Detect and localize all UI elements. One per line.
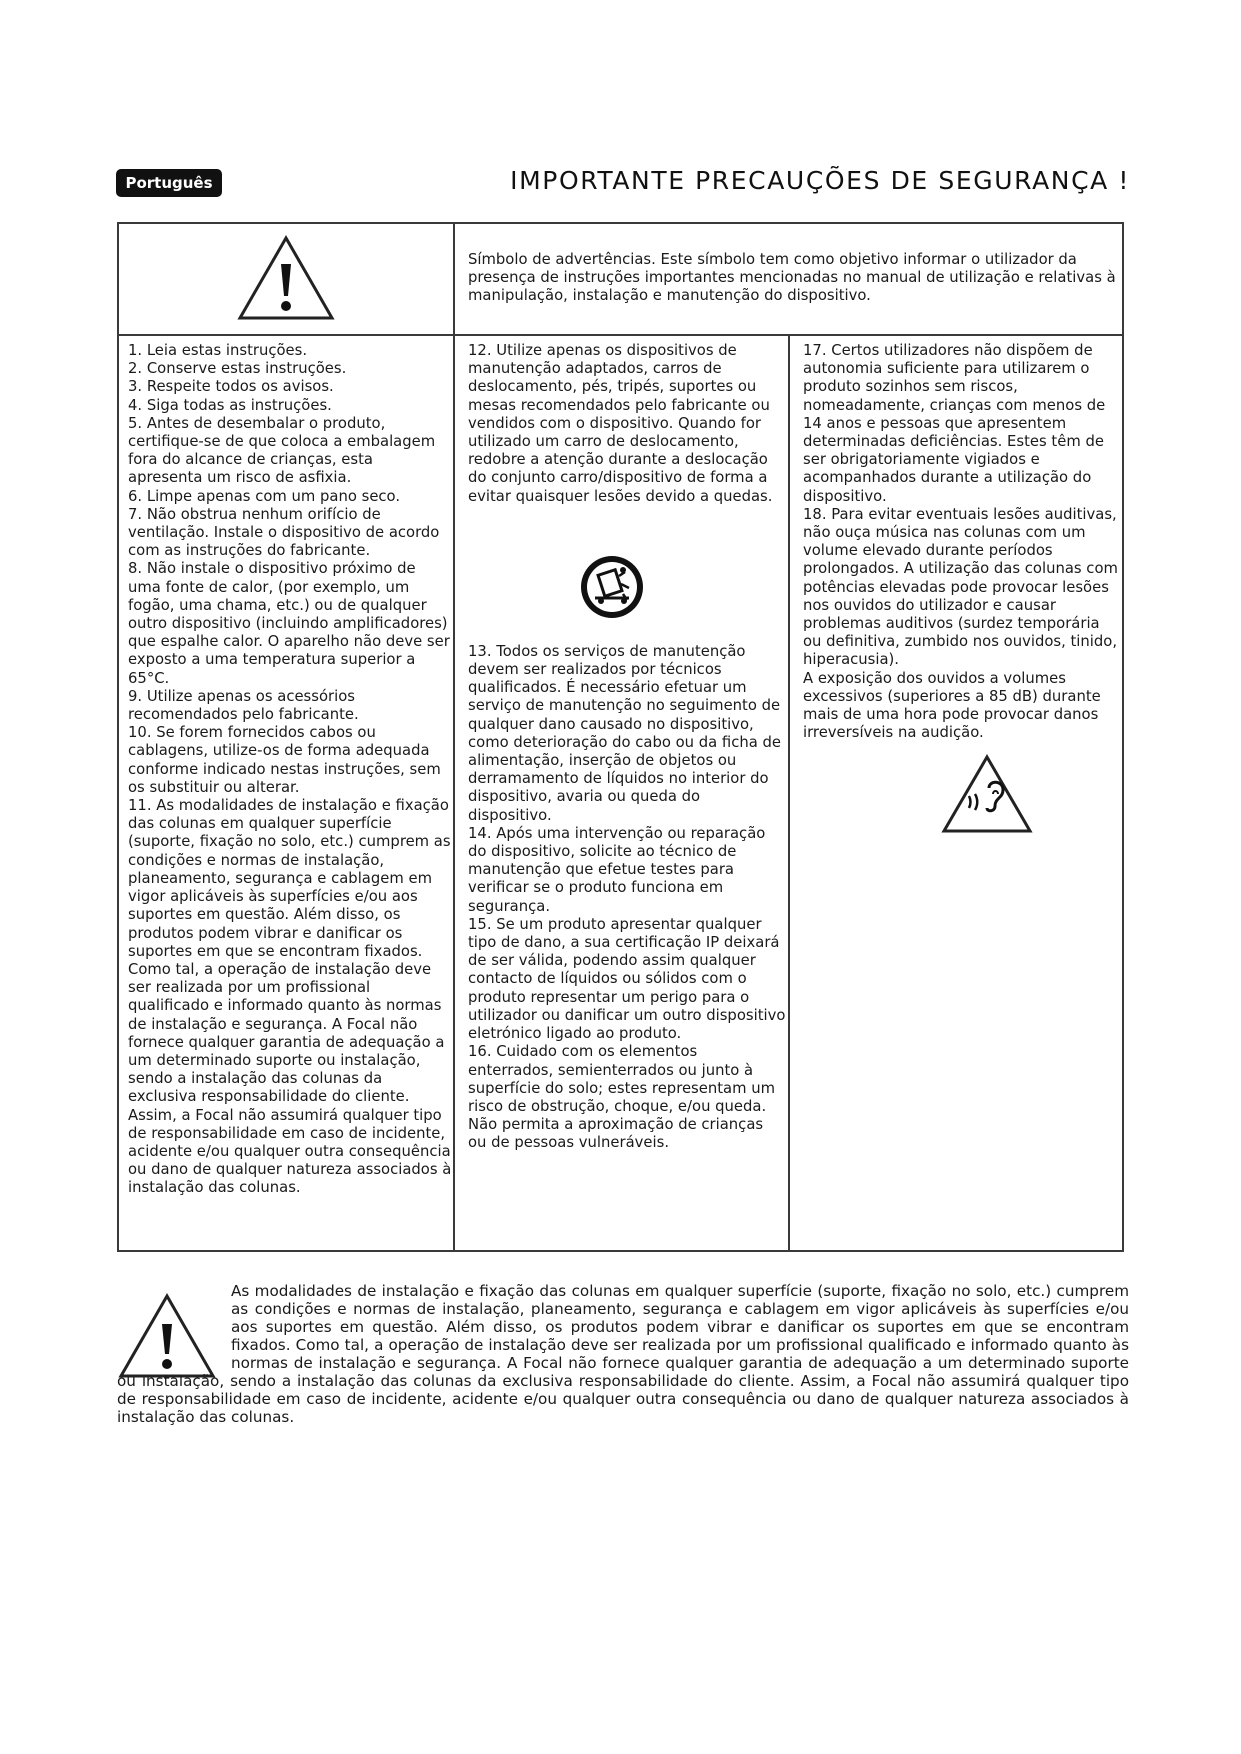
list-item: 1. Leia estas instruções.	[128, 342, 308, 359]
divider-col2	[788, 334, 790, 1250]
list-item: 17. Certos utilizadores não dispõem de autonomia suficiente para utilizarem o produto sozinhos sem riscos, nomeadamente, crianças com menos de 14 anos e pessoas que apresentem determinadas deficiências. Estes têm de ser obrigatoriamente vigiados e acompanhados durante a utilização do dispositivo.	[803, 342, 1106, 505]
list-item: A exposição dos ouvidos a volumes excessivos (superiores a 85 dB) durante mais de uma hora pode provocar danos irreversíveis na audição.	[803, 669, 1101, 742]
list-item: 13. Todos os serviços de manutenção devem ser realizados por técnicos qualificados. É necessário efetuar um serviço de manutenção no seguimento de qualquer dano causado no dispositivo, como deterioração do cabo ou da ficha de alimentação, inserção de objetos ou derramamento de líquidos no interior do dispositivo, avaria ou queda do dispositivo.	[468, 642, 782, 824]
divider-header	[453, 224, 455, 334]
list-item: 5. Antes de desembalar o produto, certifique-se de que coloca a embalagem fora do alcance de crianças, esta apresenta um risco de asfixia.	[128, 414, 436, 487]
language-badge: Português	[116, 169, 222, 197]
list-item: 6. Limpe apenas com um pano seco.	[128, 487, 401, 505]
cart-tipover-icon	[579, 554, 645, 620]
list-item: 16. Cuidado com os elementos enterrados, semienterrados ou junto à superfície do solo; estes representam um risco de obstrução, choque, e/ou queda. Não permita a aproximação de crianças ou de pessoas vulneráveis.	[468, 1043, 776, 1152]
safety-table	[117, 222, 1124, 1252]
list-item: 3. Respeite todos os avisos.	[128, 378, 334, 396]
list-item: 4. Siga todas as instruções.	[128, 396, 332, 414]
list-item: 12. Utilize apenas os dispositivos de manutenção adaptados, carros de deslocamento, pés, tripés, suportes ou mesas recomendados pelo fabricante ou vendidos com o dispositivo. Quando for utilizado um carro de deslocamento, redobre a atenção durante a deslocação do conjunto carro/dispositivo de forma a evitar quaisquer lesões devido a quedas.	[468, 342, 773, 505]
symbol-description: Símbolo de advertências. Este símbolo tem como objetivo informar o utilizador da presença de instruções importantes mencionadas no manual de utilização e relativas à manipulação, instalação e manutenção do dispositivo.	[468, 251, 1116, 305]
list-item: 14. Após uma intervenção ou reparação do dispositivo, solicite ao técnico de manutenção que efetue testes para verificar se o produto funciona em segurança.	[468, 824, 766, 915]
instructions-column-2	[468, 342, 786, 1153]
list-item: 2. Conserve estas instruções.	[128, 360, 347, 378]
footer-icon-spacer	[117, 1282, 231, 1372]
list-item: 10. Se forem fornecidos cabos ou cablagens, utilize-os de forma adequada conforme indicado nestas instruções, sem os substituir ou alterar.	[128, 724, 441, 796]
list-item: 7. Não obstrua nenhum orifício de ventilação. Instale o dispositivo de acordo com as instruções do fabricante.	[128, 505, 440, 560]
list-item: 8. Não instale o dispositivo próximo de uma fonte de calor, (por exemplo, um fogão, uma chama, etc.) ou de qualquer outro dispositivo (incluindo amplificadores) que espalhe calor. O aparelho não deve ser exposto a uma temperatura superior a 65°C.	[128, 560, 450, 687]
warning-icon	[236, 234, 336, 322]
hearing-hazard-icon	[941, 754, 1033, 834]
list-item: 18. Para evitar eventuais lesões auditivas, não ouça música nas colunas com um volume elevado durante períodos prolongados. A utilização das colunas com potências elevadas pode provocar lesões nos ouvidos do utilizador e causar problemas auditivos (surdez temporária ou definitiva, zumbido nos ouvidos, tinido, hiperacusia).	[803, 505, 1118, 669]
divider-row	[119, 334, 1122, 336]
list-item: 11. As modalidades de instalação e fixação das colunas em qualquer superfície (suporte, fixação no solo, etc.) cumprem as condições e normas de instalação, planeamento, segurança e cablagem em vigor aplicáveis às superfícies e/ou aos suportes em questão. Além disso, os produtos podem vibrar e danificar os suportes em que se encontram fixados. Como tal, a operação de instalação deve ser realizada por um profissional qualificado e informado quanto às normas de instalação e segurança. A Focal não fornece qualquer garantia de adequação a um determinado suporte ou instalação, sendo a instalação das colunas da exclusiva responsabilidade do cliente. Assim, a Focal não assumirá qualquer tipo de responsabilidade em caso de incidente, acidente e/ou qualquer outra consequência ou dano de qualquer natureza associados à instalação das colunas.	[128, 797, 452, 1197]
divider-col1	[453, 334, 455, 1250]
list-item: 9. Utilize apenas os acessórios recomendados pelo fabricante.	[128, 687, 359, 724]
instructions-column-1	[128, 342, 452, 1198]
footer-text: As modalidades de instalação e fixação das colunas em qualquer superfície (suporte, fixação no solo, etc.) cumprem as condições e normas de instalação, planeamento, segurança e cablagem em vigor aplicáveis às superfícies e/ou aos suportes em questão. Além disso, os produtos podem vibrar e danificar os suportes em que se encontram fixados. Como tal, a operação de instalação deve ser realizada por um profissional qualificado e informado quanto às normas de instalação e segurança. A Focal não fornece qualquer garantia de adequação a um determinado suporte ou instalação, sendo a instalação das colunas da exclusiva responsabilidade do cliente. Assim, a Focal não assumirá qualquer tipo de responsabilidade em caso de incidente, acidente e/ou qualquer outra consequência ou dano de qualquer natureza associados à instalação das colunas.	[117, 1282, 1129, 1426]
list-item: 15. Se um produto apresentar qualquer tipo de dano, a sua certificação IP deixará de ser válida, podendo assim qualquer contacto de líquidos ou sólidos com o produto representar um perigo para o utilizador ou danificar um outro dispositivo eletrónico ligado ao produto.	[468, 915, 786, 1043]
page-title: IMPORTANTE PRECAUÇÕES DE SEGURANÇA !	[510, 166, 1130, 195]
instructions-column-3	[803, 342, 1121, 742]
footer-notice	[117, 1282, 1129, 1426]
